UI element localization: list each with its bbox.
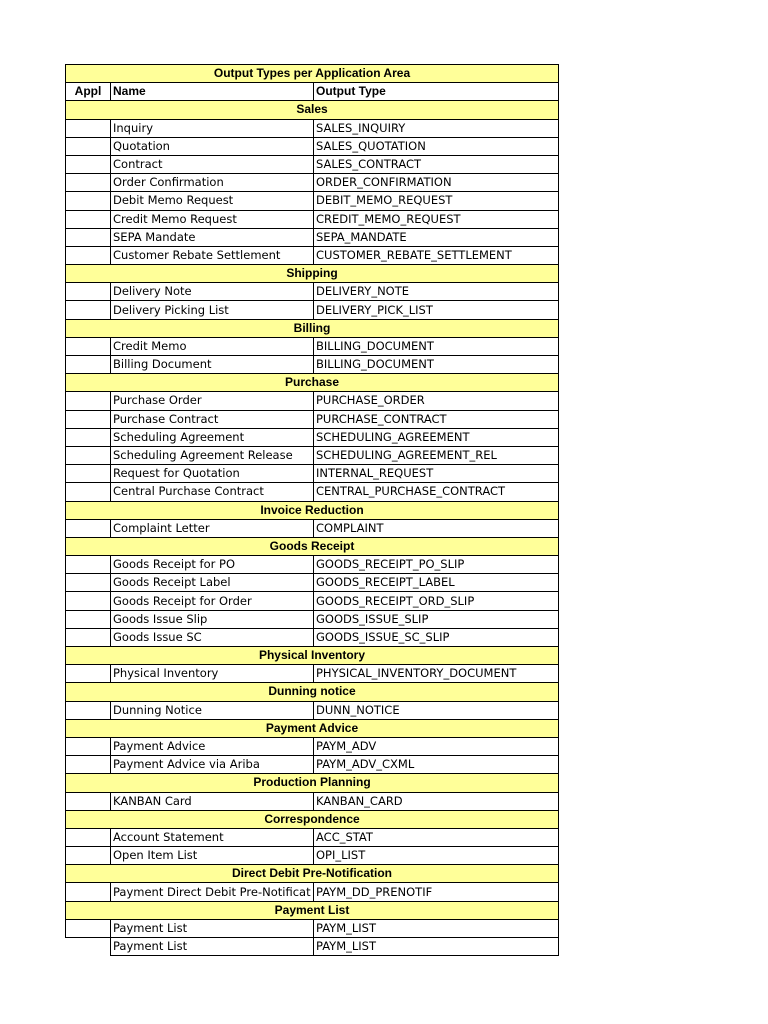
appl-cell (66, 465, 111, 483)
appl-cell (66, 756, 111, 774)
appl-cell (66, 828, 111, 846)
section-header: Payment List (66, 901, 559, 919)
table-row (66, 137, 559, 155)
table-row (66, 283, 559, 301)
name-cell: Customer Rebate Settlement (111, 246, 314, 264)
output-type-cell: PHYSICAL_INVENTORY_DOCUMENT (314, 665, 559, 683)
section-header: Purchase (66, 374, 559, 392)
output-type-cell: DUNN_NOTICE (314, 701, 559, 719)
section-header-row (66, 810, 559, 828)
table-row (66, 938, 559, 956)
output-type-cell: BILLING_DOCUMENT (314, 356, 559, 374)
output-type-cell: DELIVERY_NOTE (314, 283, 559, 301)
appl-cell (66, 228, 111, 246)
output-type-cell: KANBAN_CARD (314, 792, 559, 810)
output-type-cell: DELIVERY_PICK_LIST (314, 301, 559, 319)
table-row (66, 246, 559, 264)
appl-cell (66, 192, 111, 210)
section-header-row (66, 901, 559, 919)
name-cell: Delivery Picking List (111, 301, 314, 319)
name-cell: Contract (111, 155, 314, 173)
output-type-cell: SCHEDULING_AGREEMENT (314, 428, 559, 446)
appl-cell (66, 337, 111, 355)
column-header-name: Name (111, 83, 314, 101)
title-row (66, 65, 559, 83)
name-cell: Credit Memo Request (111, 210, 314, 228)
output-type-cell: CENTRAL_PURCHASE_CONTRACT (314, 483, 559, 501)
table-body (66, 65, 559, 956)
appl-cell (66, 446, 111, 464)
table-row (66, 628, 559, 646)
appl-cell (66, 119, 111, 137)
output-type-cell: SCHEDULING_AGREEMENT_REL (314, 446, 559, 464)
name-cell: Complaint Letter (111, 519, 314, 537)
output-type-cell: GOODS_RECEIPT_ORD_SLIP (314, 592, 559, 610)
name-cell: Payment List (111, 938, 314, 956)
appl-cell (66, 792, 111, 810)
output-type-cell: CREDIT_MEMO_REQUEST (314, 210, 559, 228)
name-cell: Payment Advice via Ariba (111, 756, 314, 774)
appl-cell (66, 301, 111, 319)
table-row (66, 847, 559, 865)
table-row (66, 756, 559, 774)
appl-cell (66, 210, 111, 228)
table-row (66, 174, 559, 192)
name-cell: Order Confirmation (111, 174, 314, 192)
section-header-row (66, 101, 559, 119)
table-row (66, 392, 559, 410)
column-header-output-type: Output Type (314, 83, 559, 101)
appl-cell (66, 283, 111, 301)
appl-cell (66, 919, 111, 937)
section-header-row (66, 265, 559, 283)
output-type-cell: PURCHASE_ORDER (314, 392, 559, 410)
name-cell: Delivery Note (111, 283, 314, 301)
output-type-cell: GOODS_ISSUE_SLIP (314, 610, 559, 628)
name-cell: Credit Memo (111, 337, 314, 355)
table-row (66, 446, 559, 464)
appl-cell (66, 628, 111, 646)
appl-cell (66, 410, 111, 428)
output-type-cell: SALES_QUOTATION (314, 137, 559, 155)
name-cell: Physical Inventory (111, 665, 314, 683)
name-cell: Goods Receipt for PO (111, 556, 314, 574)
name-cell: Payment List (111, 919, 314, 937)
name-cell: Goods Issue SC (111, 628, 314, 646)
section-header-row (66, 319, 559, 337)
table-title: Output Types per Application Area (66, 65, 559, 83)
name-cell: Scheduling Agreement (111, 428, 314, 446)
name-cell: Payment Direct Debit Pre-Notificat (111, 883, 314, 901)
section-header-row (66, 683, 559, 701)
output-type-cell: GOODS_RECEIPT_PO_SLIP (314, 556, 559, 574)
table-row (66, 737, 559, 755)
section-header-row (66, 865, 559, 883)
name-cell: SEPA Mandate (111, 228, 314, 246)
section-header-row (66, 374, 559, 392)
name-cell: Goods Receipt for Order (111, 592, 314, 610)
section-header-row (66, 719, 559, 737)
name-cell: Request for Quotation (111, 465, 314, 483)
name-cell: Scheduling Agreement Release (111, 446, 314, 464)
output-type-cell: PAYM_LIST (314, 919, 559, 937)
name-cell: Inquiry (111, 119, 314, 137)
name-cell: Open Item List (111, 847, 314, 865)
table-row (66, 337, 559, 355)
appl-cell (66, 519, 111, 537)
appl-cell (66, 428, 111, 446)
output-type-cell: CUSTOMER_REBATE_SETTLEMENT (314, 246, 559, 264)
output-types-table (65, 64, 559, 956)
appl-cell (66, 174, 111, 192)
table-row (66, 792, 559, 810)
output-type-cell: SALES_INQUIRY (314, 119, 559, 137)
name-cell: Goods Issue Slip (111, 610, 314, 628)
table-row (66, 483, 559, 501)
appl-cell (66, 938, 111, 956)
name-cell: Payment Advice (111, 737, 314, 755)
name-cell: Account Statement (111, 828, 314, 846)
section-header-row (66, 537, 559, 555)
output-type-cell: BILLING_DOCUMENT (314, 337, 559, 355)
appl-cell (66, 155, 111, 173)
section-header: Sales (66, 101, 559, 119)
name-cell: KANBAN Card (111, 792, 314, 810)
section-header: Dunning notice (66, 683, 559, 701)
section-header: Shipping (66, 265, 559, 283)
table-row (66, 519, 559, 537)
table-row (66, 428, 559, 446)
table-row (66, 574, 559, 592)
output-type-cell: OPI_LIST (314, 847, 559, 865)
table-row (66, 592, 559, 610)
output-type-cell: GOODS_RECEIPT_LABEL (314, 574, 559, 592)
output-type-cell: PURCHASE_CONTRACT (314, 410, 559, 428)
appl-cell (66, 592, 111, 610)
table-row (66, 556, 559, 574)
table-row (66, 210, 559, 228)
name-cell: Central Purchase Contract (111, 483, 314, 501)
table-row (66, 610, 559, 628)
name-cell: Purchase Order (111, 392, 314, 410)
table-row (66, 665, 559, 683)
table-row (66, 119, 559, 137)
name-cell: Debit Memo Request (111, 192, 314, 210)
section-header: Billing (66, 319, 559, 337)
table-row (66, 301, 559, 319)
table-row (66, 465, 559, 483)
section-header: Payment Advice (66, 719, 559, 737)
appl-cell (66, 883, 111, 901)
output-type-cell: INTERNAL_REQUEST (314, 465, 559, 483)
table-row (66, 883, 559, 901)
section-header: Direct Debit Pre-Notification (66, 865, 559, 883)
appl-cell (66, 392, 111, 410)
output-type-cell: PAYM_LIST (314, 938, 559, 956)
output-type-cell: GOODS_ISSUE_SC_SLIP (314, 628, 559, 646)
name-cell: Goods Receipt Label (111, 574, 314, 592)
output-type-cell: PAYM_DD_PRENOTIF (314, 883, 559, 901)
appl-cell (66, 556, 111, 574)
section-header-row (66, 774, 559, 792)
name-cell: Purchase Contract (111, 410, 314, 428)
table-row (66, 828, 559, 846)
table-row (66, 192, 559, 210)
output-type-cell: SEPA_MANDATE (314, 228, 559, 246)
section-header: Production Planning (66, 774, 559, 792)
name-cell: Quotation (111, 137, 314, 155)
appl-cell (66, 137, 111, 155)
output-type-cell: COMPLAINT (314, 519, 559, 537)
appl-cell (66, 574, 111, 592)
appl-cell (66, 246, 111, 264)
table-row (66, 701, 559, 719)
column-header-appl: Appl (66, 83, 111, 101)
appl-cell (66, 483, 111, 501)
appl-cell (66, 610, 111, 628)
output-type-cell: ACC_STAT (314, 828, 559, 846)
section-header-row (66, 501, 559, 519)
table-row (66, 356, 559, 374)
appl-cell (66, 665, 111, 683)
output-type-cell: PAYM_ADV_CXML (314, 756, 559, 774)
appl-cell (66, 701, 111, 719)
column-header-row (66, 83, 559, 101)
section-header: Physical Inventory (66, 647, 559, 665)
appl-cell (66, 356, 111, 374)
table-row (66, 919, 559, 937)
output-type-cell: PAYM_ADV (314, 737, 559, 755)
appl-cell (66, 847, 111, 865)
output-type-cell: SALES_CONTRACT (314, 155, 559, 173)
section-header: Invoice Reduction (66, 501, 559, 519)
section-header-row (66, 647, 559, 665)
output-type-cell: DEBIT_MEMO_REQUEST (314, 192, 559, 210)
table-row (66, 410, 559, 428)
section-header: Correspondence (66, 810, 559, 828)
name-cell: Dunning Notice (111, 701, 314, 719)
section-header: Goods Receipt (66, 537, 559, 555)
table-row (66, 228, 559, 246)
appl-cell (66, 737, 111, 755)
output-type-cell: ORDER_CONFIRMATION (314, 174, 559, 192)
table-row (66, 155, 559, 173)
name-cell: Billing Document (111, 356, 314, 374)
